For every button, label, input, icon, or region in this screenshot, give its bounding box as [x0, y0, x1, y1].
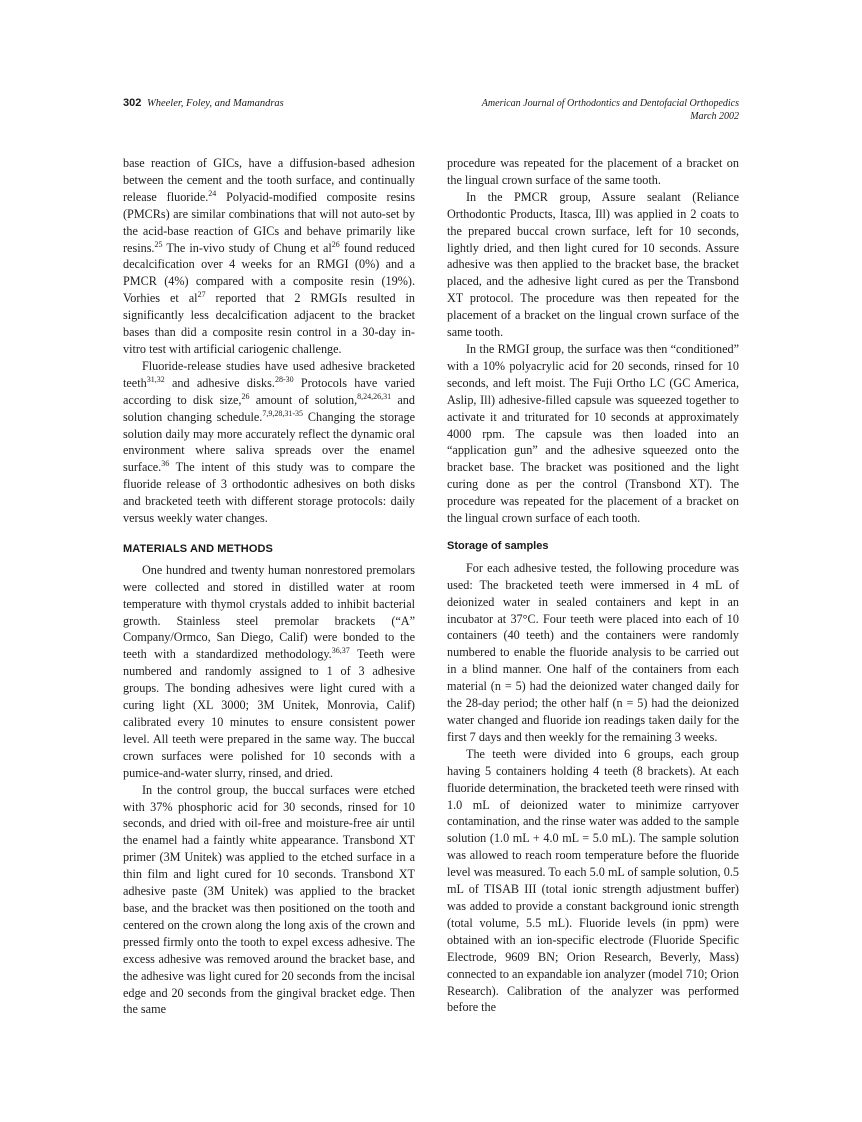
text-run: reported that 2 RMGIs resulted in significantly less decalcification adjacent to the bracket bases than did a composite resin control in a 30-day in-vitro test with artificial cariogenic challenge.	[123, 291, 415, 356]
running-authors: Wheeler, Foley, and Mamandras	[146, 98, 284, 109]
text-run: Teeth were numbered and randomly assigned to 1 of 3 adhesive groups. The bonding adhesives were light cured with a curing light (XL 3000; 3M Unitek, Monrovia, Calif) calibrated every 10 minutes to ensure consistent power level. All teeth were prepared in the same way. The buccal crown surfaces were polished for 10 seconds with a pumice-and-water slurry, rinsed, and dried.	[123, 647, 415, 780]
page-number: 302	[123, 97, 142, 109]
paragraph: In the PMCR group, Assure sealant (Reliance Orthodontic Products, Itasca, Ill) was applied in 2 coats to the prepared buccal crown surface, left for 10 seconds, lightly dried, and then light cured for 10 seconds. Assure adhesive was then applied to the bracket base, the bracket placed, and the adhesive light cured as per the Transbond XT protocol. The procedure was then repeated for the placement of a bracket on the lingual crown surface of the same tooth.	[447, 189, 739, 340]
paragraph	[123, 562, 415, 782]
paragraph	[123, 358, 415, 527]
paragraph: procedure was repeated for the placement of a bracket on the lingual crown surface of the same tooth.	[447, 156, 739, 187]
text-run: The in-vivo study of Chung et al	[162, 240, 332, 255]
citation-ref: 27	[197, 290, 206, 300]
text-run: and solution changing schedule.	[123, 392, 415, 424]
text-run: Protocols have varied according to disk size,	[123, 375, 416, 407]
running-header	[123, 97, 739, 127]
text-run: Changing the storage solution daily may more accurately reflect the dynamic oral environment where saliva spreads over the enamel surface.	[123, 409, 415, 475]
citation-ref: 36	[161, 459, 170, 469]
citation-ref: 28-30	[274, 374, 294, 384]
text-run: amount of solution,	[249, 392, 358, 407]
subsection-heading: Storage of samples	[447, 539, 549, 552]
header-right	[482, 97, 739, 123]
citation-ref: 31,32	[146, 374, 165, 384]
citation-ref: 26	[331, 239, 340, 249]
left-column	[123, 155, 415, 1018]
text-run: Fluoride-release studies have used adhesive bracketed teeth	[123, 358, 415, 390]
paragraph: The teeth were divided into 6 groups, each group having 5 containers holding 4 teeth (8 brackets). At each fluoride determination, the bracketed teeth were rinsed with 1.0 mL of deionized water to minimize carryover contamination, and the rinse water was added to the sample solution (1.0 mL + 4.0 mL = 5.0 mL). The sample solution was allowed to reach room temperature before the fluoride level was measured. To each 5.0 mL of sample solution, 0.5 mL of TISAB III (total ionic strength adjustment buffer) was added to provide a constant background ionic strength (total volume, 5.5 mL). Fluoride levels (in ppm) were obtained with an ion-specific electrode (Fluoride Specific Electrode, 9609 BN; Orion Research, Beverly, Mass) connected to an expandable ion analyzer (model 710; Orion Research). Calibration of the analyzer was performed before the	[447, 746, 739, 1015]
section-heading: MATERIALS AND METHODS	[123, 542, 273, 555]
text-run: and adhesive disks.	[164, 375, 275, 390]
text-run: found reduced decalcification over 4 weeks for an RMGI (0%) and a PMCR (4%) compared with a composite resin (19%). Vorhies et al	[123, 240, 415, 306]
citation-ref: 26	[241, 391, 250, 401]
text-run: base reaction of GICs, have a diffusion-based adhesion between the cement and the tooth surface, and continually release fluoride.	[123, 156, 415, 204]
journal-title: American Journal of Orthodontics and Dentofacial Orthopedics	[481, 98, 739, 109]
citation-ref: 7,9,28,31-35	[262, 408, 303, 418]
paragraph: In the RMGI group, the surface was then “conditioned” with a 10% polyacrylic acid for 20 seconds, rinsed for 10 seconds, and left moist. The Fuji Ortho LC (GC America, Aslip, Ill) adhesive-filled capsule was squeezed together to activate it and triturated for 10 seconds at approximately 4000 rpm. The capsule was then loaded into an “application gun” and the adhesive squeezed onto the bracket base. The bracket was positioned and the light curing done as per the control (Transbond XT). The procedure was repeated for the placement of a bracket on the lingual crown surface of each tooth.	[447, 341, 739, 526]
paragraph: For each adhesive tested, the following procedure was used: The bracketed teeth were immersed in 4 mL of deionized water in sealed containers and kept in an incubator at 37°C. Four teeth were placed into each of 10 containers (40 teeth) and the containers were randomly numbered to enable the fluoride analysis to be carried out in a blind manner. One half of the containers from each material (n = 5) had the deionized water changed daily for the 28-day period; the other half (n = 5) had the deionized water changed and fluoride ion readings taken daily for the first 7 days and then weekly for the remaining 3 weeks.	[447, 560, 739, 744]
right-column	[447, 155, 739, 1016]
text-run: Polyacid-modified composite resins (PMCRs) are similar combinations that will not auto-set by the acid-base reaction of GICs and behave primarily like resins.	[123, 189, 415, 255]
issue-date: March 2002	[690, 111, 739, 122]
citation-ref: 24	[208, 188, 217, 198]
citation-ref: 25	[154, 239, 163, 249]
text-run: The intent of this study was to compare the fluoride release of 3 orthodontic adhesives on both disks and bracketed teeth with different storage protocols: daily versus weekly water changes.	[123, 460, 415, 526]
paragraph: In the control group, the buccal surfaces were etched with 37% phosphoric acid for 30 seconds, rinsed for 10 seconds, and dried with oil-free and moisture-free air until the enamel had a faintly white appearance. Transbond XT primer (3M Unitek) was applied to the etched surface in a thin film and light cured for 10 seconds. Transbond XT adhesive paste (3M Unitek) was applied to the bracket base, and the bracket was then positioned on the tooth and centered on the crown along the long axis of the crown and pressed firmly onto the tooth to expel excess adhesive. The excess adhesive was removed around the bracket base, and the adhesive was light cured for 20 seconds from the incisal edge and 20 seconds from the gingival bracket edge. Then the same	[123, 782, 415, 1017]
paragraph	[123, 155, 415, 358]
citation-ref: 8,24,26,31	[357, 391, 392, 401]
header-left	[123, 97, 284, 109]
text-run: One hundred and twenty human nonrestored premolars were collected and stored in distilled water at room temperature with thymol crystals added to inhibit bacterial growth. Stainless steel premolar brackets (“A” Company/Ormco, San Diego, Calif) were bonded to the teeth with a standardized methodology.	[123, 562, 415, 662]
citation-ref: 36,37	[331, 646, 350, 656]
